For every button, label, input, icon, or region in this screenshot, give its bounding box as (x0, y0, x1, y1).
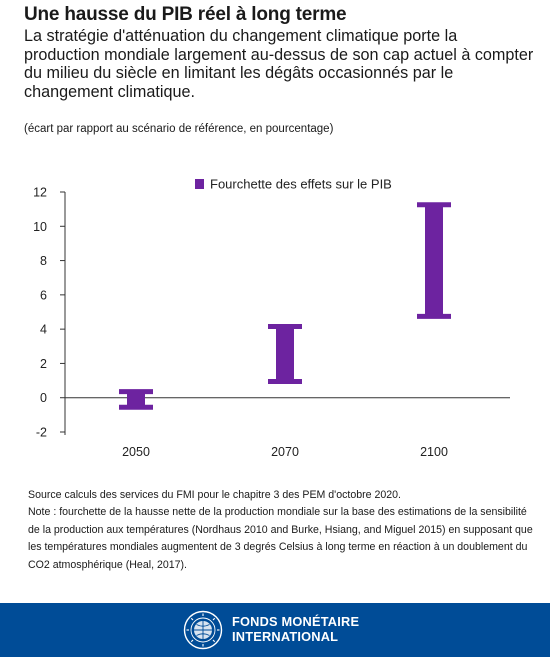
y-tick-label: 6 (40, 288, 47, 303)
range-bar-shape (417, 202, 451, 319)
source-note: Source calculs des services du FMI pour le chapitre 3 des PEM d'octobre 2020. (28, 489, 401, 501)
x-tick-label: 2100 (420, 445, 448, 459)
y-tick-label: 12 (33, 185, 47, 200)
range-bar-shape (268, 324, 302, 384)
x-tick-label: 2050 (122, 445, 150, 459)
imf-seal-icon (183, 610, 223, 650)
y-tick-label: 0 (40, 391, 47, 406)
chart-notes (28, 487, 533, 574)
unit-note: (écart par rapport au scénario de référence, en pourcentage) (24, 123, 334, 135)
imf-name-line1: FONDS MONÉTAIRE (232, 614, 360, 629)
legend-label: Fourchette des effets sur le PIB (210, 176, 392, 192)
range-bar-shape (119, 389, 153, 410)
imf-name (232, 614, 359, 644)
y-tick-label: 4 (40, 322, 47, 337)
range-chart (0, 150, 550, 470)
legend-swatch (195, 179, 204, 189)
y-tick-label: 10 (33, 219, 47, 234)
range-bar-2100 (417, 202, 451, 319)
imf-name-line2: INTERNATIONAL (232, 629, 339, 644)
x-tick-label: 2070 (271, 445, 299, 459)
range-bar-2070 (268, 324, 302, 384)
y-tick-label: 2 (40, 356, 47, 371)
footnote: Note : fourchette de la hausse nette de la production mondiale sur la base des estimations de la sensibilité de la production aux températures (Nordhaus 2010 and Burke, Hsiang, and Miguel 2015) en supposant que les températures mondiales augmentent de 3 degrés Celsius à long terme en réaction à un doublement du CO2 atmosphérique (Heal, 2017). (28, 506, 533, 571)
chart-title: Une hausse du PIB réel à long terme (24, 4, 347, 25)
range-bar-2050 (119, 389, 153, 410)
y-tick-label: -2 (35, 425, 47, 440)
chart-subtitle: La stratégie d'atténuation du changement climatique porte la production mondiale largement au-dessus de son cap actuel à compter du milieu du siècle en limitant les dégâts occasionnés par le changement climatique. (24, 27, 534, 101)
y-tick-label: 8 (40, 254, 47, 269)
footer-banner (0, 603, 550, 657)
